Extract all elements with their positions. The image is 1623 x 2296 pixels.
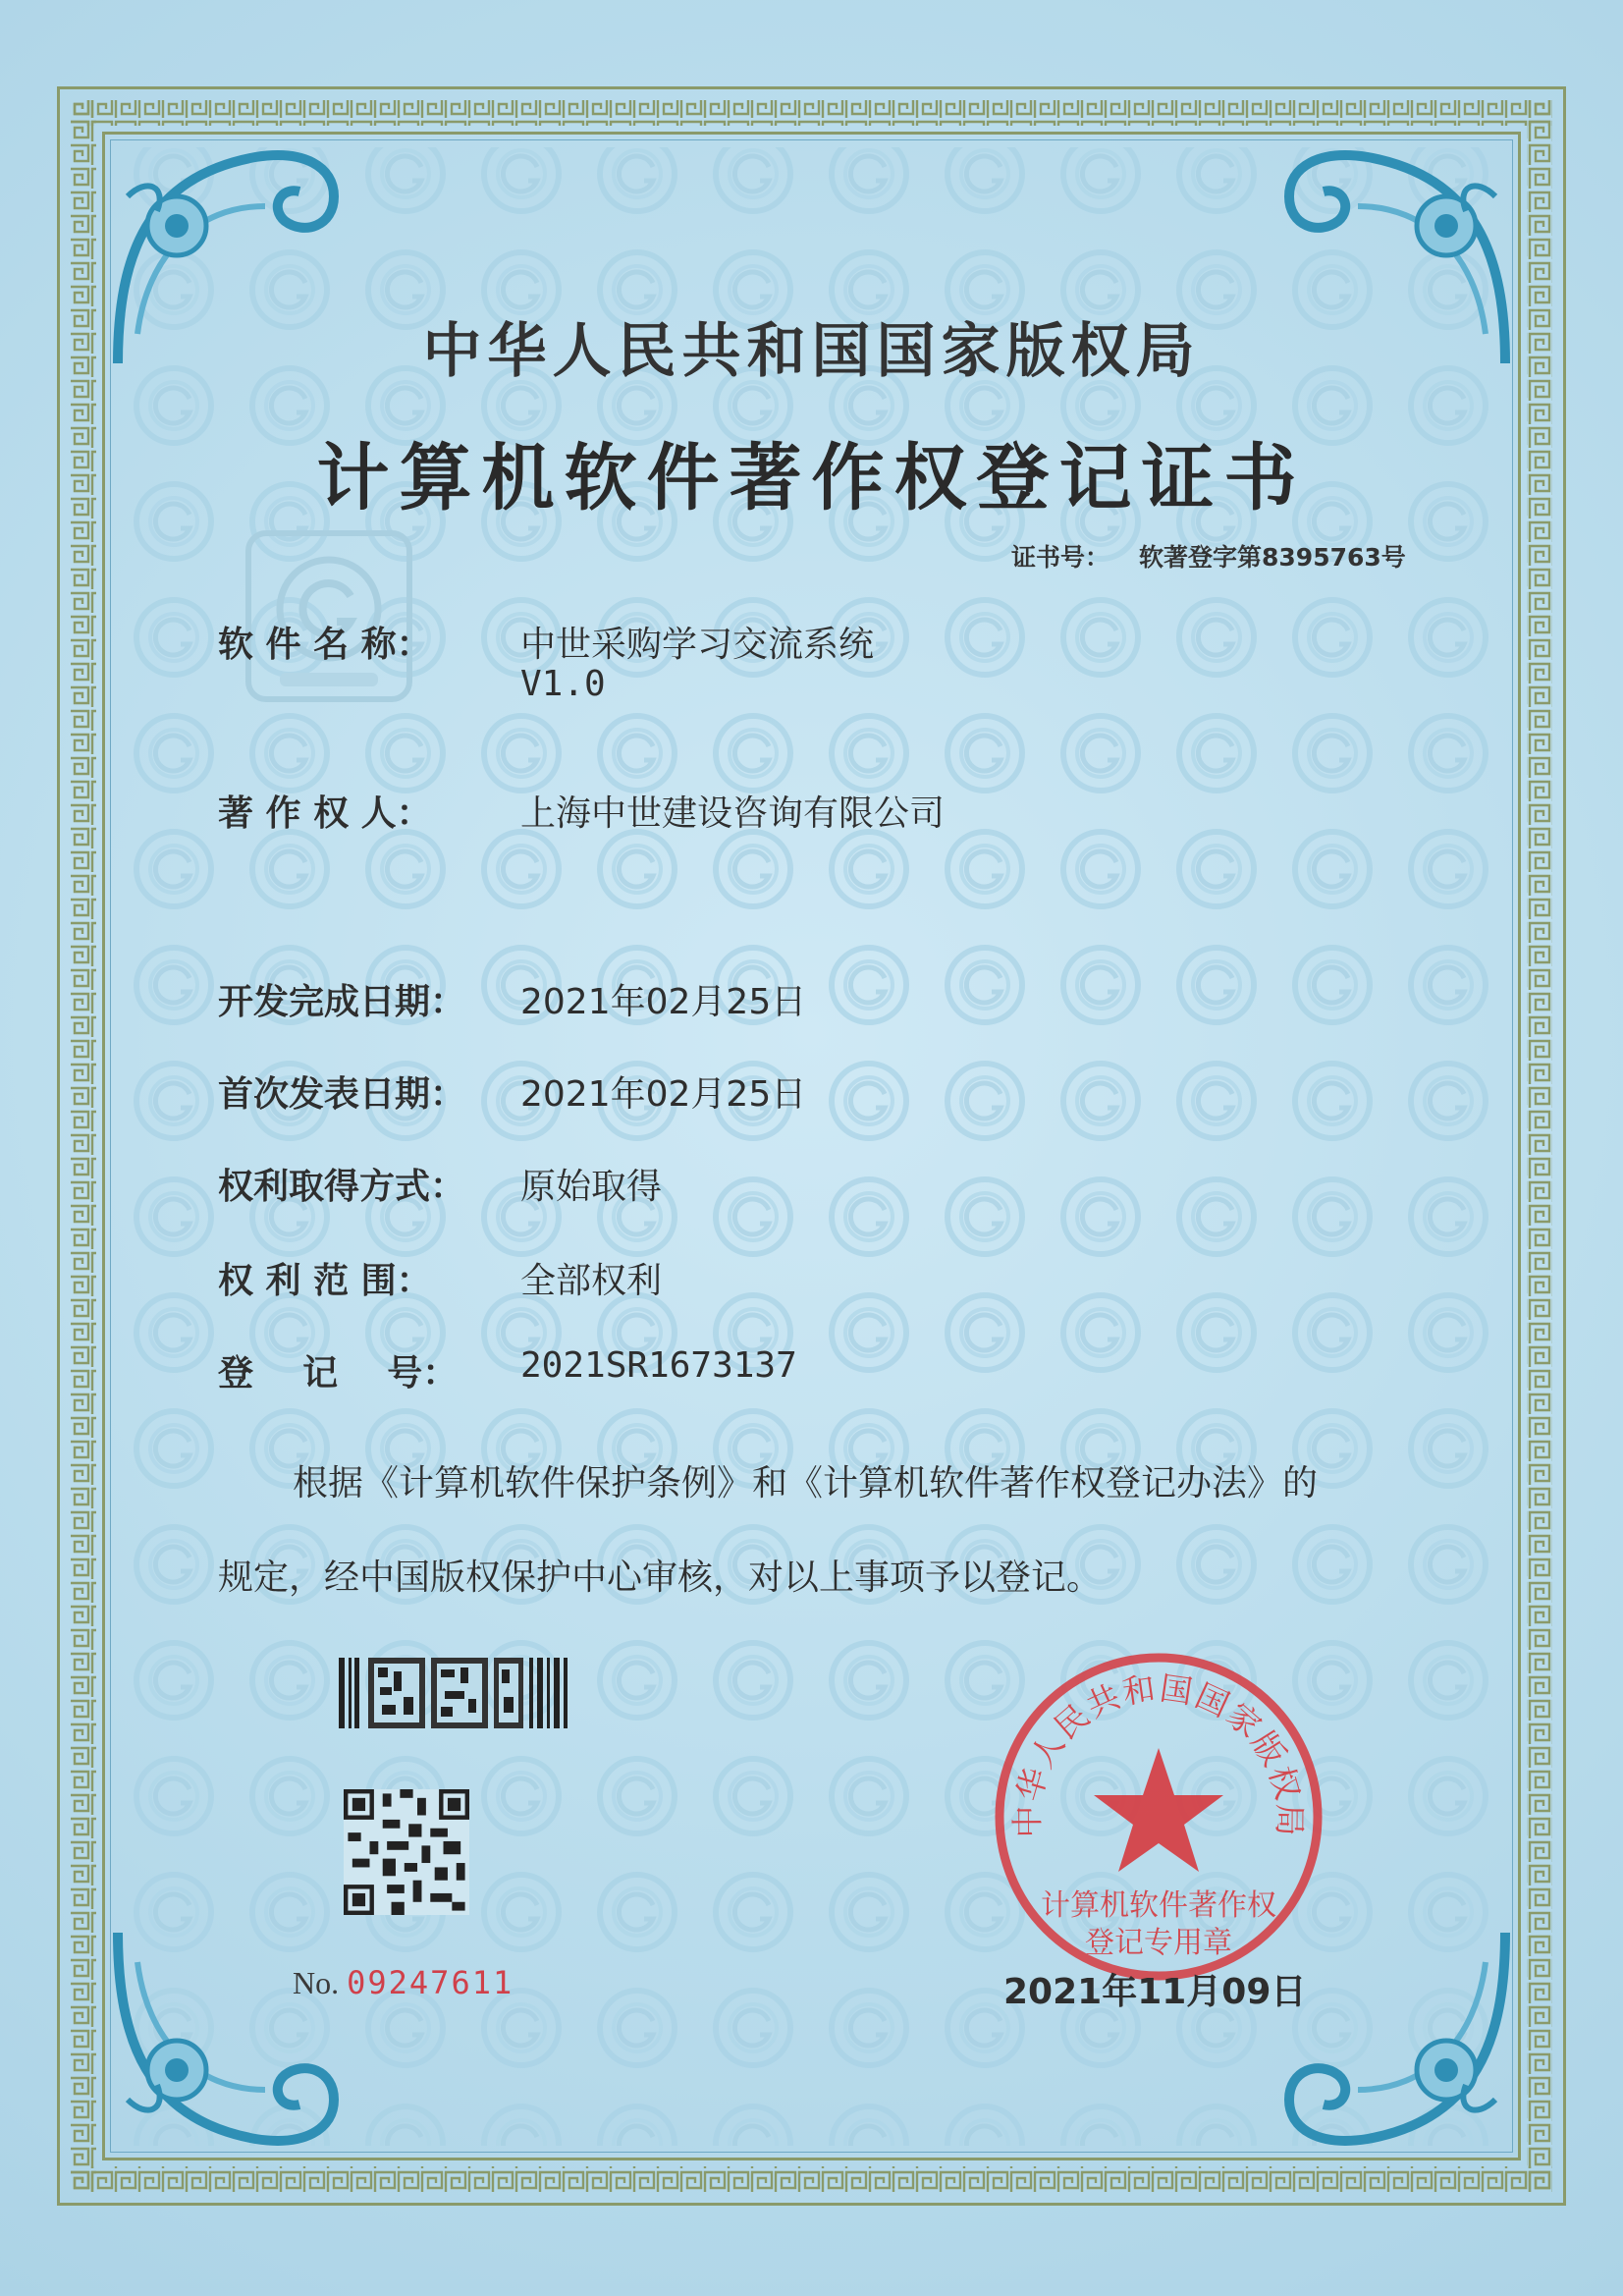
completion-date-value: 2021年02月25日 [520,982,807,1022]
acquisition-method-label: 权利取得方式： [218,1167,466,1207]
issue-date: 2021年11月09日 [1003,1972,1307,2012]
completion-date-label: 开发完成日期： [218,982,466,1022]
serial-number-prefix: No. [293,1965,340,2000]
certificate-number-value: 软著登字第8395763号 [1139,543,1406,572]
barcode-icon [339,1658,569,1728]
legal-text-line-2: 规定，经中国版权保护中心审核，对以上事项予以登记。 [218,1558,1103,1598]
serial-number-value: 09247611 [347,1964,514,2001]
copyright-owner-value: 上海中世建设咨询有限公司 [520,793,946,834]
certificate-number-label: 证书号： [1011,543,1110,572]
serial-number [293,1964,514,2001]
acquisition-method-value: 原始取得 [520,1167,663,1207]
software-name-value: 中世采购学习交流系统 [520,625,875,665]
registration-number-value: 2021SR1673137 [520,1345,797,1386]
certificate-title: 计算机软件著作权登记证书 [316,436,1307,520]
first-publication-date-value: 2021年02月25日 [520,1074,807,1115]
seal-inner-line-1: 计算机软件著作权 [1041,1888,1276,1923]
official-seal-stamp [982,1640,1335,1994]
software-version-value: V1.0 [520,664,606,704]
rights-scope-label: 权 利 范 围： [218,1261,432,1301]
software-name-label: 软 件 名 称： [218,625,432,665]
rights-scope-value: 全部权利 [520,1261,663,1301]
corner-ornament-bottom-left-icon [108,1923,344,2159]
seal-inner-line-2: 登记专用章 [1085,1926,1232,1960]
certificate-number [1011,538,1406,574]
copyright-owner-label: 著 作 权 人： [218,793,432,834]
qr-code-icon [344,1789,469,1915]
first-publication-date-label: 首次发表日期： [218,1074,466,1115]
issuing-authority: 中华人民共和国国家版权局 [422,317,1201,386]
seal-outer-text: 中华人民共和国国家版权局 [1007,1668,1310,1838]
registration-number-label: 登 记 号： [218,1353,459,1394]
legal-text-line-1: 根据《计算机软件保护条例》和《计算机软件著作权登记办法》的 [293,1463,1319,1503]
